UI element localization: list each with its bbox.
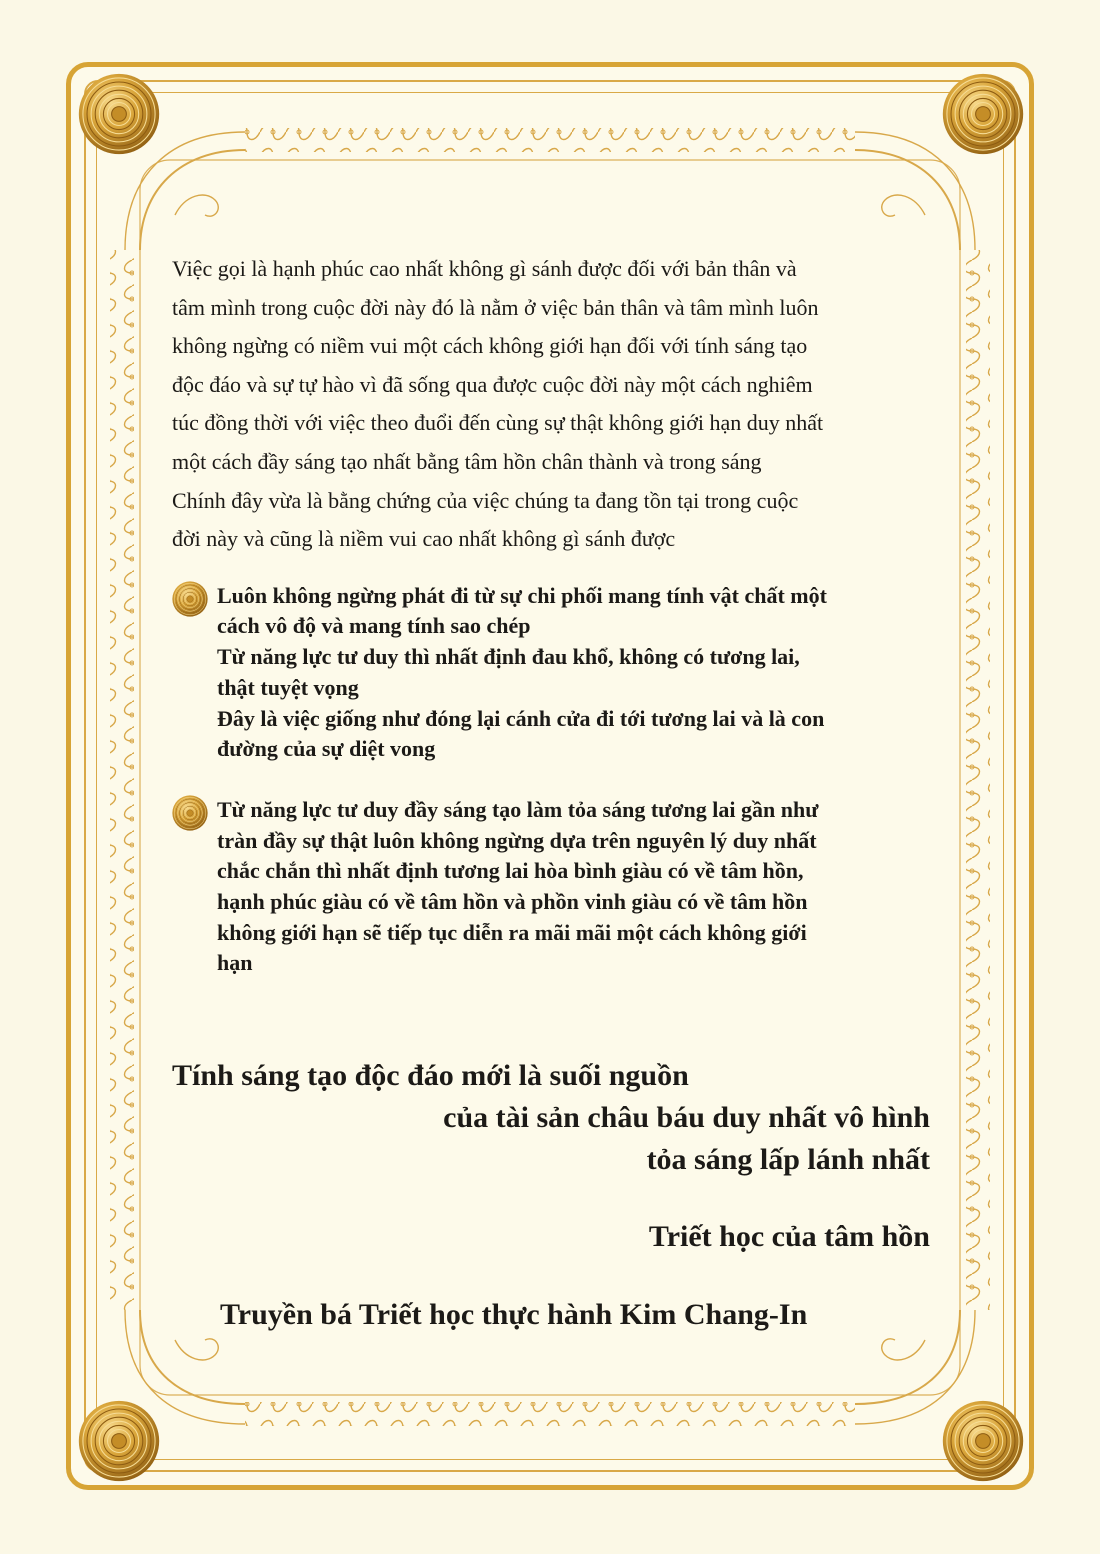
motto-line-2: của tài sản châu báu duy nhất vô hình xyxy=(443,1101,930,1134)
bullet-line: cách vô độ và mang tính sao chép xyxy=(217,613,531,639)
bullet-line: Đây là việc giống như đóng lại cánh cửa đi tới tương lai và là con xyxy=(217,705,825,731)
motto-block xyxy=(172,1055,932,1336)
main-content xyxy=(172,250,932,979)
bullet-item xyxy=(172,581,932,765)
intro-line: một cách đầy sáng tạo nhất bằng tâm hồn chân thành và trong sáng xyxy=(172,448,762,474)
motto-line-1: Tính sáng tạo độc đáo mới là suối nguồn xyxy=(172,1059,689,1092)
bullet-line: hạnh phúc giàu có về tâm hồn và phồn vinh giàu có về tâm hồn xyxy=(217,889,808,915)
bullet-line: Từ năng lực tư duy thì nhất định đau khổ, không có tương lai, xyxy=(217,644,800,670)
corner-medallion-icon xyxy=(942,73,1024,155)
bullet-line: Luôn không ngừng phát đi từ sự chi phối mang tính vật chất một xyxy=(217,582,827,608)
bullet-line: đường của sự diệt vong xyxy=(217,736,436,762)
intro-line: Chính đây vừa là bằng chứng của việc chúng ta đang tồn tại trong cuộc xyxy=(172,487,799,513)
intro-line: đời này và cũng là niềm vui cao nhất không gì sánh được xyxy=(172,526,676,552)
motto-line-3: tỏa sáng lấp lánh nhất xyxy=(646,1143,930,1176)
corner-medallion-icon xyxy=(942,1400,1024,1482)
corner-medallion-icon xyxy=(78,73,160,155)
bullet-line: tràn đầy sự thật luôn không ngừng dựa trên nguyên lý duy nhất xyxy=(217,827,817,853)
gold-disc-bullet-icon xyxy=(172,581,208,617)
intro-line: không ngừng có niềm vui một cách không giới hạn đối với tính sáng tạo xyxy=(172,333,808,359)
bullet-line: hạn xyxy=(217,950,253,976)
intro-paragraph xyxy=(172,250,932,559)
bullet-text xyxy=(217,581,932,765)
bullet-text xyxy=(217,795,932,979)
intro-line: độc đáo và sự tự hào vì đã sống qua được cuộc đời này một cách nghiêm xyxy=(172,371,813,397)
gold-disc-bullet-icon xyxy=(172,795,208,831)
intro-line: túc đồng thời với việc theo đuổi đến cùng sự thật không giới hạn duy nhất xyxy=(172,410,824,436)
motto-subtitle: Triết học của tâm hồn xyxy=(648,1220,930,1253)
motto-footer: Truyền bá Triết học thực hành Kim Chang-In xyxy=(220,1298,808,1331)
bullet-line: Từ năng lực tư duy đầy sáng tạo làm tỏa sáng tương lai gần như xyxy=(217,796,819,822)
intro-line: Việc gọi là hạnh phúc cao nhất không gì sánh được đối với bản thân và xyxy=(172,256,797,281)
bullet-line: chắc chắn thì nhất định tương lai hòa bình giàu có về tâm hồn, xyxy=(217,858,804,884)
corner-medallion-icon xyxy=(78,1400,160,1482)
bullet-item xyxy=(172,795,932,979)
bullet-line: thật tuyệt vọng xyxy=(217,674,359,700)
intro-line: tâm mình trong cuộc đời này đó là nằm ở việc bản thân và tâm mình luôn xyxy=(172,294,819,320)
bullet-line: không giới hạn sẽ tiếp tục diễn ra mãi mãi một cách không giới xyxy=(217,919,807,945)
